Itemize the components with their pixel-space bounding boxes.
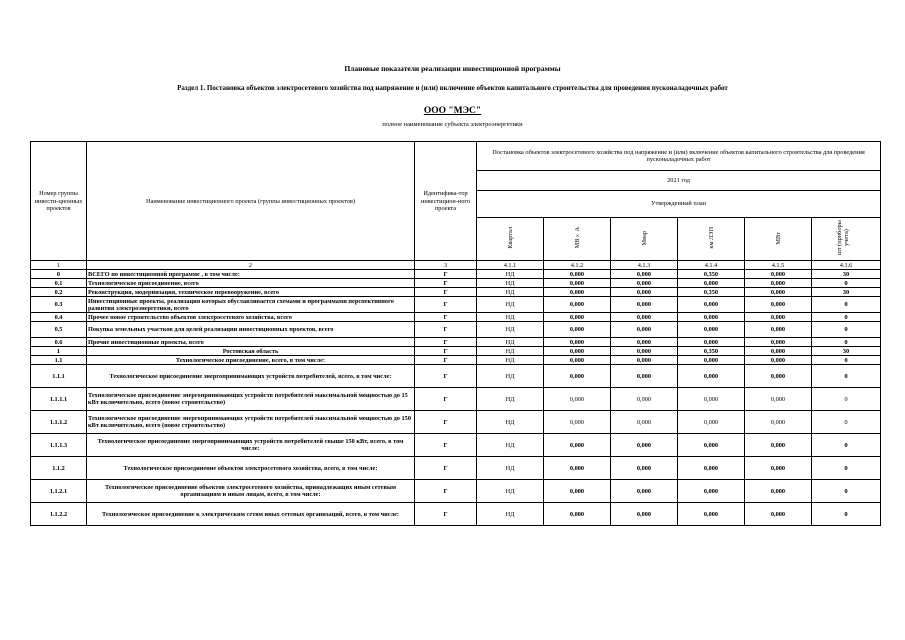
row-quarter: НД [477, 457, 544, 480]
row-project-name: Технологическое присоединение энергопринимающих устройств потребителей свыше 150 кВт, всего, в том числе: [87, 434, 415, 457]
table-row [31, 356, 881, 365]
row-identifier: Г [415, 322, 477, 338]
row-count: 0 [812, 279, 881, 288]
row-count: 0 [812, 297, 881, 313]
row-number: 1.1.2 [31, 457, 87, 480]
row-count: 0 [812, 313, 881, 322]
row-number: 1.1.2.2 [31, 503, 87, 526]
investment-plan-table [30, 141, 881, 526]
table-row [31, 270, 881, 279]
organization-name: ООО "МЭС" [423, 106, 482, 116]
row-count: 0 [812, 503, 881, 526]
row-quarter: НД [477, 338, 544, 347]
table-row [31, 388, 881, 411]
row-km: 0,350 [678, 347, 745, 356]
row-mw: 0,000 [745, 434, 812, 457]
row-project-name: Ростовская область [87, 347, 415, 356]
row-mw: 0,000 [745, 411, 812, 434]
header-commissioning: Постановка объектов электросетевого хозяйства под напряжение и (или) включение объектов капитального строительства для проведения пусконаладочных работ [477, 142, 881, 171]
row-count: 0 [812, 457, 881, 480]
row-mvar: 0,000 [611, 338, 678, 347]
row-quarter: НД [477, 411, 544, 434]
row-mw: 0,000 [745, 297, 812, 313]
table-row [31, 313, 881, 322]
row-count: 30 [812, 270, 881, 279]
column-number: 1 [31, 261, 87, 270]
row-project-name: Технологическое присоединение, всего, в том числе: [87, 356, 415, 365]
header-project-name: Наименование инвестиционного проекта (группы инвестиционных проектов) [87, 142, 415, 261]
row-project-name: Технологическое присоединение, всего [87, 279, 415, 288]
row-number: 0.4 [31, 313, 87, 322]
column-number: 4.1.6 [812, 261, 881, 270]
unit-label: МВт [774, 231, 782, 245]
document-title: Плановые показатели реализации инвестиционной программы [344, 64, 561, 73]
row-identifier: Г [415, 503, 477, 526]
column-number: 4.1.3 [611, 261, 678, 270]
header-group-number: Номер группы инвести-ционных проектов [31, 142, 87, 261]
unit-header [544, 218, 611, 261]
row-mvar: 0,000 [611, 356, 678, 365]
row-mvar: 0,000 [611, 411, 678, 434]
column-number: 3 [415, 261, 477, 270]
table-row [31, 288, 881, 297]
row-mva: 0,000 [544, 347, 611, 356]
row-quarter: НД [477, 480, 544, 503]
row-identifier: Г [415, 457, 477, 480]
row-km: 0,350 [678, 288, 745, 297]
row-km: 0,000 [678, 322, 745, 338]
row-mw: 0,000 [745, 288, 812, 297]
row-project-name: Технологическое присоединение объектов электросетевого хозяйства, принадлежащих иным сетевым организациям и иным лицам, всего, в том числе: [87, 480, 415, 503]
row-project-name: Реконструкция, модернизация, техническое перевооружение, всего [87, 288, 415, 297]
table-row [31, 434, 881, 457]
header-year: 2021 год [477, 171, 881, 191]
table-row [31, 503, 881, 526]
row-quarter: НД [477, 270, 544, 279]
row-identifier: Г [415, 365, 477, 388]
row-project-name: Покупка земельных участков для целей реализации инвестиционных проектов, всего [87, 322, 415, 338]
unit-label: км ЛЭП [707, 227, 715, 249]
row-project-name: Технологическое присоединение к электрическим сетям иных сетевых организаций, всего, в том числе: [87, 503, 415, 526]
table-row [31, 365, 881, 388]
row-count: 0 [812, 356, 881, 365]
row-quarter: НД [477, 322, 544, 338]
row-mvar: 0,000 [611, 365, 678, 388]
row-mvar: 0,000 [611, 434, 678, 457]
unit-header [812, 218, 881, 261]
unit-label: Мвар [640, 230, 648, 246]
row-mw: 0,000 [745, 365, 812, 388]
row-identifier: Г [415, 313, 477, 322]
column-number: 4.1.4 [678, 261, 745, 270]
row-mva: 0,000 [544, 279, 611, 288]
row-mw: 0,000 [745, 270, 812, 279]
row-mw: 0,000 [745, 457, 812, 480]
row-mva: 0,000 [544, 313, 611, 322]
row-identifier: Г [415, 297, 477, 313]
row-number: 1.1.1.1 [31, 388, 87, 411]
row-project-name: Технологическое присоединение энергопринимающих устройств потребителей максимальной мощностью до 150 кВт включительно, всего (новое строительство) [87, 411, 415, 434]
row-mva: 0,000 [544, 388, 611, 411]
row-count: 0 [812, 480, 881, 503]
row-identifier: Г [415, 434, 477, 457]
row-project-name: Технологическое присоединение объектов электросетевого хозяйства, всего, в том числе: [87, 457, 415, 480]
row-km: 0,000 [678, 313, 745, 322]
table-row [31, 279, 881, 288]
header-project-id: Идентифика-тор инвестицион-ного проекта [415, 142, 477, 261]
row-quarter: НД [477, 288, 544, 297]
header-approved-plan: Утвержденный план [477, 191, 881, 218]
row-number: 1.1 [31, 356, 87, 365]
row-mvar: 0,000 [611, 322, 678, 338]
row-count: 0 [812, 388, 881, 411]
row-quarter: НД [477, 297, 544, 313]
row-identifier: Г [415, 480, 477, 503]
row-number: 0.2 [31, 288, 87, 297]
row-mvar: 0,000 [611, 288, 678, 297]
table-row [31, 411, 881, 434]
row-mva: 0,000 [544, 338, 611, 347]
row-quarter: НД [477, 347, 544, 356]
unit-header [477, 218, 544, 261]
row-quarter: НД [477, 365, 544, 388]
row-project-name: Инвестиционные проекты, реализация которых обуславливается схемами и программами перспективного развития электроэнергетики, всего [87, 297, 415, 313]
row-mva: 0,000 [544, 288, 611, 297]
row-km: 0,000 [678, 297, 745, 313]
row-identifier: Г [415, 411, 477, 434]
table-row [31, 480, 881, 503]
row-km: 0,350 [678, 270, 745, 279]
row-mva: 0,000 [544, 457, 611, 480]
row-project-name: ВСЕГО по инвестиционной программе , в том числе: [87, 270, 415, 279]
row-mva: 0,000 [544, 434, 611, 457]
row-mw: 0,000 [745, 279, 812, 288]
row-mvar: 0,000 [611, 347, 678, 356]
row-km: 0,000 [678, 457, 745, 480]
row-km: 0,000 [678, 388, 745, 411]
row-count: 0 [812, 338, 881, 347]
row-quarter: НД [477, 434, 544, 457]
row-km: 0,000 [678, 279, 745, 288]
row-mvar: 0,000 [611, 480, 678, 503]
row-count: 0 [812, 411, 881, 434]
row-km: 0,000 [678, 503, 745, 526]
unit-label: Квартал [506, 227, 514, 249]
row-number: 1.1.1.3 [31, 434, 87, 457]
row-km: 0,000 [678, 411, 745, 434]
row-project-name: Технологическое присоединение энергопринимающих устройств потребителей, всего, в том числе: [87, 365, 415, 388]
row-mvar: 0,000 [611, 457, 678, 480]
row-mvar: 0,000 [611, 503, 678, 526]
row-number: 0 [31, 270, 87, 279]
organization-caption: полное наименование субъекта электроэнергетики [382, 121, 523, 128]
row-mvar: 0,000 [611, 279, 678, 288]
table-row [31, 338, 881, 347]
row-number: 0.5 [31, 322, 87, 338]
row-count: 0 [812, 434, 881, 457]
row-identifier: Г [415, 270, 477, 279]
row-mw: 0,000 [745, 480, 812, 503]
row-identifier: Г [415, 288, 477, 297]
row-count: 0 [812, 322, 881, 338]
row-quarter: НД [477, 279, 544, 288]
row-km: 0,000 [678, 338, 745, 347]
row-project-name: Технологическое присоединение энергопринимающих устройств потребителей максимальной мощностью до 15 кВт включительно, всего (новое строительство) [87, 388, 415, 411]
row-number: 1.1.1 [31, 365, 87, 388]
row-mw: 0,000 [745, 313, 812, 322]
row-quarter: НД [477, 503, 544, 526]
row-mw: 0,000 [745, 347, 812, 356]
row-mva: 0,000 [544, 480, 611, 503]
row-number: 1 [31, 347, 87, 356]
row-count: 30 [812, 288, 881, 297]
row-quarter: НД [477, 388, 544, 411]
row-km: 0,000 [678, 480, 745, 503]
table-row [31, 322, 881, 338]
column-number: 4.1.1 [477, 261, 544, 270]
table-row [31, 347, 881, 356]
unit-header [745, 218, 812, 261]
column-number: 2 [87, 261, 415, 270]
row-mva: 0,000 [544, 322, 611, 338]
row-number: 0.3 [31, 297, 87, 313]
row-count: 30 [812, 347, 881, 356]
row-number: 1.1.2.1 [31, 480, 87, 503]
column-number: 4.1.2 [544, 261, 611, 270]
unit-label: шт (приборы учета) [836, 220, 851, 256]
row-mw: 0,000 [745, 356, 812, 365]
row-mw: 0,000 [745, 388, 812, 411]
row-mvar: 0,000 [611, 388, 678, 411]
row-identifier: Г [415, 279, 477, 288]
table-row [31, 457, 881, 480]
row-mw: 0,000 [745, 322, 812, 338]
row-identifier: Г [415, 347, 477, 356]
section-title: Раздел 1. Постановка объектов электросетевого хозяйства под напряжение и (или) включение объектов капитального строительства для проведения пусконаладочных работ [177, 84, 728, 92]
row-mvar: 0,000 [611, 270, 678, 279]
row-mva: 0,000 [544, 270, 611, 279]
row-identifier: Г [415, 356, 477, 365]
row-number: 1.1.1.2 [31, 411, 87, 434]
row-km: 0,000 [678, 356, 745, 365]
row-mva: 0,000 [544, 503, 611, 526]
row-mw: 0,000 [745, 503, 812, 526]
row-project-name: Прочее новое строительство объектов электросетевого хозяйства, всего [87, 313, 415, 322]
row-quarter: НД [477, 356, 544, 365]
row-project-name: Прочие инвестиционные проекты, всего [87, 338, 415, 347]
row-count: 0 [812, 365, 881, 388]
row-km: 0,000 [678, 365, 745, 388]
row-mvar: 0,000 [611, 297, 678, 313]
row-km: 0,000 [678, 434, 745, 457]
row-identifier: Г [415, 338, 477, 347]
row-number: 0.1 [31, 279, 87, 288]
row-identifier: Г [415, 388, 477, 411]
row-mvar: 0,000 [611, 313, 678, 322]
row-quarter: НД [477, 313, 544, 322]
table-row [31, 297, 881, 313]
column-number: 4.1.5 [745, 261, 812, 270]
row-mva: 0,000 [544, 365, 611, 388]
row-mva: 0,000 [544, 356, 611, 365]
row-mva: 0,000 [544, 297, 611, 313]
row-mva: 0,000 [544, 411, 611, 434]
unit-label: МВ×А [573, 227, 581, 249]
row-mw: 0,000 [745, 338, 812, 347]
row-number: 0.6 [31, 338, 87, 347]
unit-header [611, 218, 678, 261]
unit-header [678, 218, 745, 261]
